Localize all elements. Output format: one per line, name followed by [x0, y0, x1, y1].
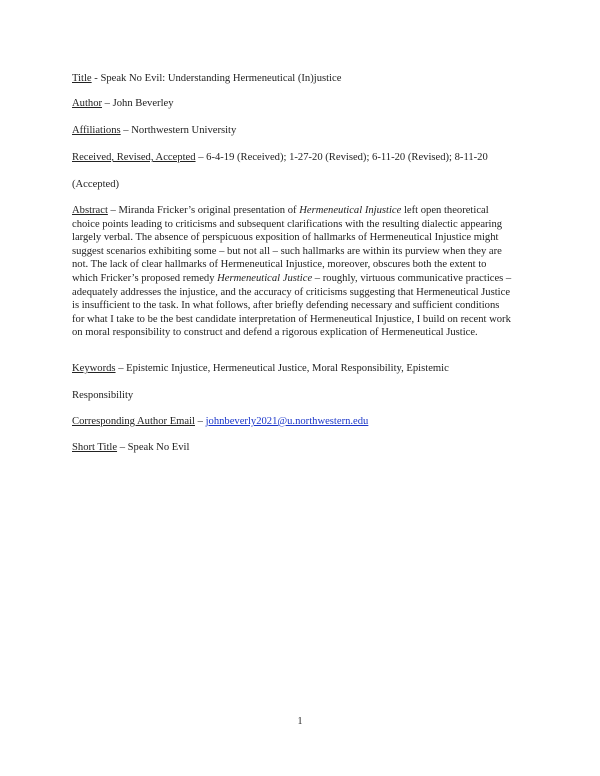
abstract-term-hermeneutical-justice: Hermeneutical Justice: [217, 272, 313, 284]
keywords-separator: –: [115, 363, 127, 374]
title-separator: -: [91, 73, 101, 84]
abstract-text-1: Miranda Fricker’s original presentation of: [118, 205, 300, 216]
affiliations-line: [72, 124, 236, 138]
abstract-separator: –: [107, 205, 119, 216]
short-title-label: Short Title: [72, 442, 118, 453]
author-separator: –: [102, 98, 113, 109]
abstract-term-hermeneutical-injustice: Hermeneutical Injustice: [299, 205, 402, 216]
affiliations-label: Affiliations: [72, 125, 121, 136]
affiliations-separator: –: [120, 125, 132, 136]
abstract-text-3: – roughly, virtuous communicative practices – adequately addresses the injustice, and the accuracy of criticisms suggesting that Hermeneutical Justice is insufficient to the task. In what follows, after briefly defending necessary and sufficient conditions for what I take to be the best candidate interpretation of Hermeneutical Injustice, I build on recent work on moral responsibility to construct and defend a rigorous explication of Hermeneutical Justice.: [72, 272, 512, 339]
dates-value: 6-4-19 (Received); 1-27-20 (Revised); 6-11-20 (Revised); 8-11-20: [206, 152, 488, 163]
author-label: Author: [72, 98, 103, 109]
dates-separator: –: [195, 152, 207, 163]
author-line: [72, 97, 174, 111]
dates-continuation: (Accepted): [72, 179, 120, 190]
affiliations-value: Northwestern University: [131, 125, 237, 136]
email-link[interactable]: johnbeverly2021@u.northwestern.edu: [205, 416, 369, 427]
dates-line: [72, 151, 488, 165]
keywords-continuation: Responsibility: [72, 390, 134, 401]
title-value: Speak No Evil: Understanding Hermeneutical (In)justice: [100, 73, 342, 84]
short-title-value: Speak No Evil: [127, 442, 190, 453]
title-line: [72, 72, 341, 86]
keywords-line: [72, 362, 449, 376]
keywords-label: Keywords: [72, 363, 116, 374]
author-value: John Beverley: [112, 98, 174, 109]
short-title-separator: –: [117, 442, 128, 453]
short-title-line: [72, 441, 189, 455]
title-label: Title: [72, 73, 92, 84]
dates-label: Received, Revised, Accepted: [72, 152, 196, 163]
keywords-value: Epistemic Injustice, Hermeneutical Justice, Moral Responsibility, Epistemic: [126, 363, 449, 374]
email-label: Corresponding Author Email: [72, 416, 195, 427]
abstract-label: Abstract: [72, 205, 108, 216]
page-number: 1: [297, 716, 303, 727]
email-line: [72, 415, 368, 429]
abstract-paragraph: [72, 204, 512, 340]
abstract-text-2: left open theoretical choice points leading to criticisms and subsequent clarifications with the resulting dialectic appearing largely verbal. The absence of perspicuous exposition of hallmarks of Hermeneutical Injustice might suggest scenarios exhibiting some – but not all – such hallmarks are within its purview when they are not. The lack of clear hallmarks of Hermeneutical Injustice, moreover, obscures both the extent to which Fricker’s proposed remedy: [72, 205, 503, 284]
email-separator: –: [195, 416, 206, 427]
